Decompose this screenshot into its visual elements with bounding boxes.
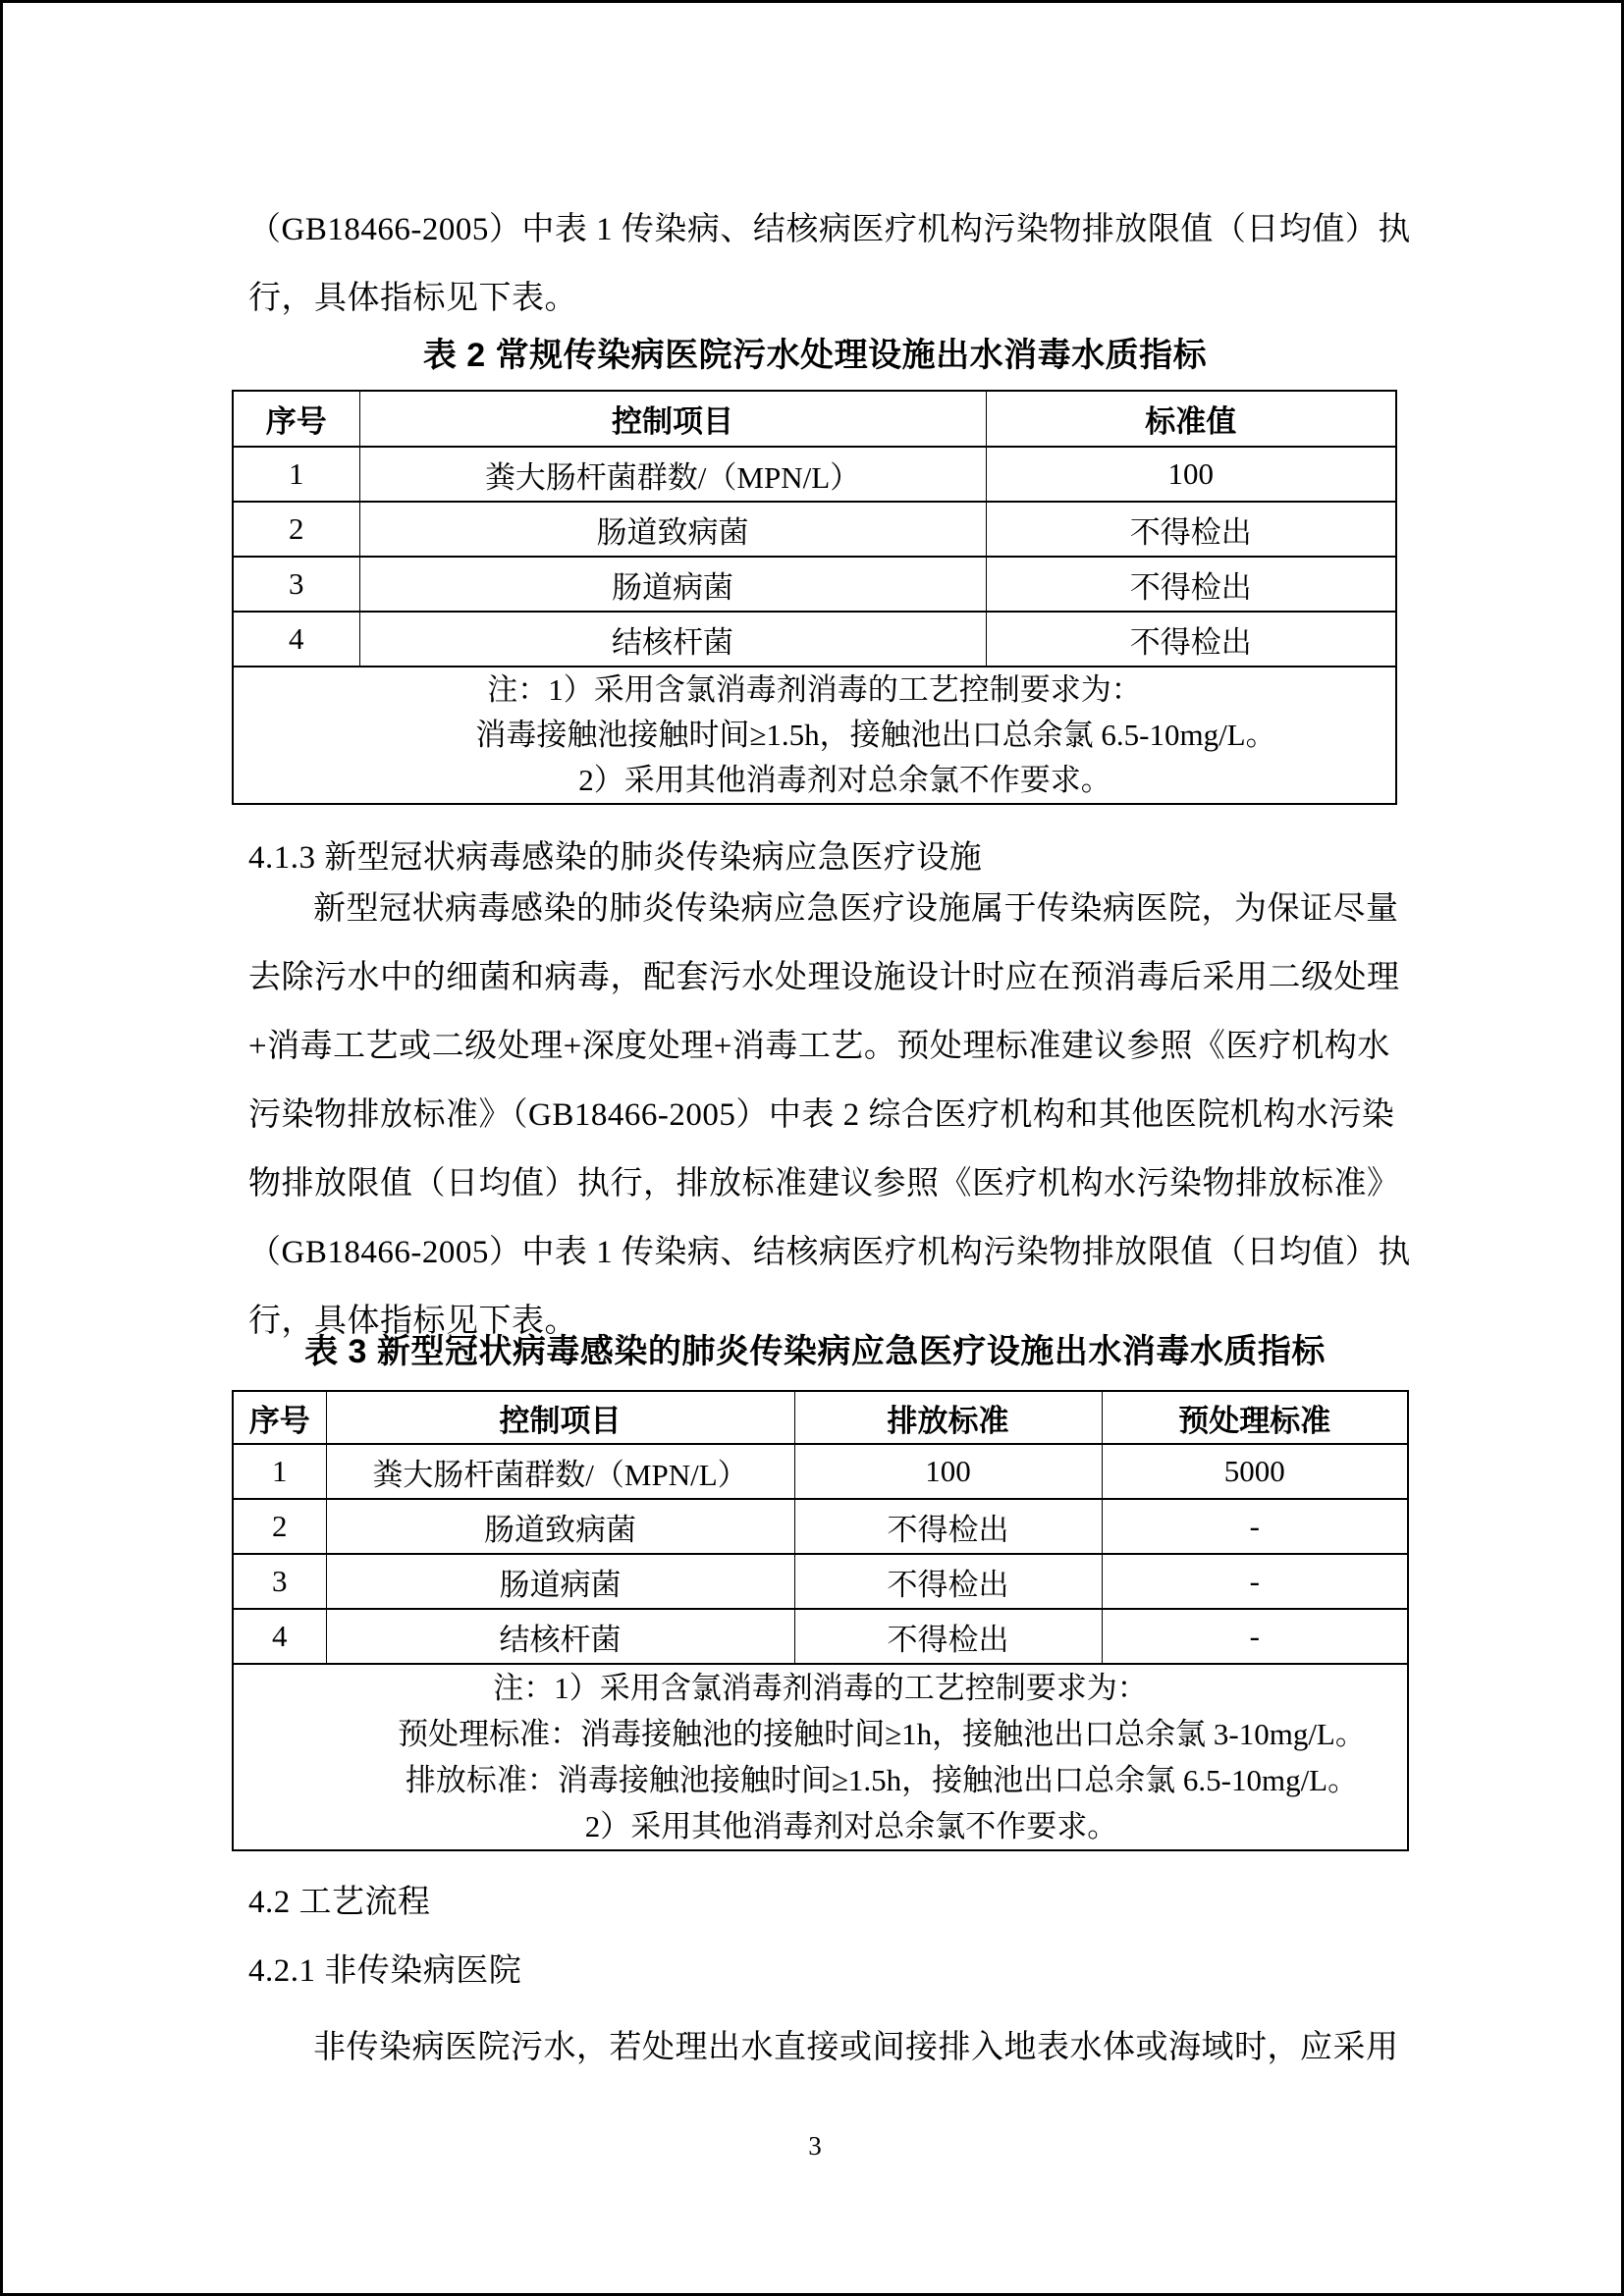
table-cell: 5000	[1102, 1444, 1408, 1499]
table2-header-cell: 序号	[233, 391, 359, 447]
text-line: 新型冠状病毒感染的肺炎传染病应急医疗设施属于传染病医院，为保证尽量	[313, 891, 1399, 927]
table-row	[233, 1554, 1408, 1609]
table-cell: 4	[233, 1609, 326, 1664]
text-line: +消毒工艺或二级处理+深度处理+消毒工艺。预处理标准建议参照《医疗机构水	[248, 1029, 1390, 1064]
table-cell: -	[1102, 1499, 1408, 1554]
text-line: （GB18466-2005）中表 1 传染病、结核病医疗机构污染物排放限值（日均值）执	[248, 1235, 1411, 1270]
section-4-1-3-heading: 4.1.3 新型冠状病毒感染的肺炎传染病应急医疗设施	[248, 840, 983, 876]
table-cell: 不得检出	[794, 1554, 1102, 1609]
table2-notes-row	[233, 667, 1396, 804]
table-cell: 粪大肠杆菌群数/（MPN/L）	[326, 1444, 794, 1499]
table3-header-cell: 控制项目	[326, 1391, 794, 1444]
text-line: 2）采用其他消毒剂对总余氯不作要求。	[578, 763, 1111, 797]
table-row	[233, 1444, 1408, 1499]
table-cell: 结核杆菌	[326, 1609, 794, 1664]
table-cell: 肠道致病菌	[359, 502, 986, 557]
text-line: 排放标准：消毒接触池接触时间≥1.5h，接触池出口总余氯 6.5-10mg/L。	[405, 1763, 1359, 1797]
table-row	[233, 447, 1396, 502]
section-4-2-heading: 4.2 工艺流程	[248, 1885, 431, 1920]
table-cell: 4	[233, 612, 359, 667]
table-cell: 3	[233, 1554, 326, 1609]
table2-header-cell: 控制项目	[359, 391, 986, 447]
table-row	[233, 502, 1396, 557]
table-cell: 100	[986, 447, 1396, 502]
table3-notes-row	[233, 1664, 1408, 1850]
section-4-2-1-paragraph	[248, 2013, 1402, 2082]
table2-header-row	[233, 391, 1396, 447]
table3-header-cell: 排放标准	[794, 1391, 1102, 1444]
section-4-2-1-heading: 4.2.1 非传染病医院	[248, 1953, 522, 1989]
table-cell: 2	[233, 1499, 326, 1554]
table-row	[233, 1609, 1408, 1664]
table2-header-cell: 标准值	[986, 391, 1396, 447]
table-cell: 结核杆菌	[359, 612, 986, 667]
table-cell: 1	[233, 1444, 326, 1499]
table3-header-cell: 序号	[233, 1391, 326, 1444]
table3	[232, 1390, 1409, 1851]
table-cell: 不得检出	[794, 1609, 1102, 1664]
text-line: 消毒接触池接触时间≥1.5h，接触池出口总余氯 6.5-10mg/L。	[475, 718, 1276, 752]
table-cell: 不得检出	[986, 502, 1396, 557]
text-line: 2）采用其他消毒剂对总余氯不作要求。	[584, 1809, 1118, 1843]
table-cell: 100	[794, 1444, 1102, 1499]
intro-paragraph	[248, 195, 1411, 333]
text-line: 非传染病医院污水，若处理出水直接或间接排入地表水体或海域时，应采用	[313, 2030, 1399, 2065]
text-line: 预处理标准：消毒接触池的接触时间≥1h，接触池出口总余氯 3-10mg/L。	[398, 1717, 1366, 1751]
table-cell: 不得检出	[986, 612, 1396, 667]
section-4-1-3-paragraph	[248, 875, 1411, 1356]
table-cell: 3	[233, 557, 359, 612]
table-cell: 2	[233, 502, 359, 557]
table-cell: 肠道病菌	[359, 557, 986, 612]
text-line: 物排放限值（日均值）执行，排放标准建议参照《医疗机构水污染物排放标准》	[248, 1166, 1400, 1201]
table-row	[233, 1499, 1408, 1554]
table2-notes	[233, 667, 1396, 804]
table3-notes	[233, 1664, 1408, 1850]
table-cell: 1	[233, 447, 359, 502]
table-cell: -	[1102, 1554, 1408, 1609]
table2	[232, 390, 1397, 805]
table-cell: -	[1102, 1609, 1408, 1664]
table-cell: 不得检出	[986, 557, 1396, 612]
table2-title: 表 2 常规传染病医院污水处理设施出水消毒水质指标	[422, 337, 1208, 374]
table3-title: 表 3 新型冠状病毒感染的肺炎传染病应急医疗设施出水消毒水质指标	[304, 1333, 1326, 1370]
table-row	[233, 612, 1396, 667]
text-line: 行，具体指标见下表。	[248, 281, 577, 316]
page-number: 3	[808, 2131, 822, 2161]
table-cell: 不得检出	[794, 1499, 1102, 1554]
table-cell: 肠道病菌	[326, 1554, 794, 1609]
text-line: 注：1）采用含氯消毒剂消毒的工艺控制要求为：	[487, 672, 1142, 707]
table3-header-cell: 预处理标准	[1102, 1391, 1408, 1444]
table-row	[233, 557, 1396, 612]
text-line: 行，具体指标见下表。	[248, 1304, 577, 1339]
table-cell: 肠道致病菌	[326, 1499, 794, 1554]
text-line: 去除污水中的细菌和病毒，配套污水处理设施设计时应在预消毒后采用二级处理	[248, 960, 1400, 995]
text-line: 注：1）采用含氯消毒剂消毒的工艺控制要求为：	[493, 1671, 1148, 1705]
table-cell: 粪大肠杆菌群数/（MPN/L）	[359, 447, 986, 502]
text-line: 污染物排放标准》（GB18466-2005）中表 2 综合医疗机构和其他医院机构水污染	[248, 1097, 1395, 1133]
text-line: （GB18466-2005）中表 1 传染病、结核病医疗机构污染物排放限值（日均值）执	[248, 212, 1411, 247]
table3-header-row	[233, 1391, 1408, 1444]
